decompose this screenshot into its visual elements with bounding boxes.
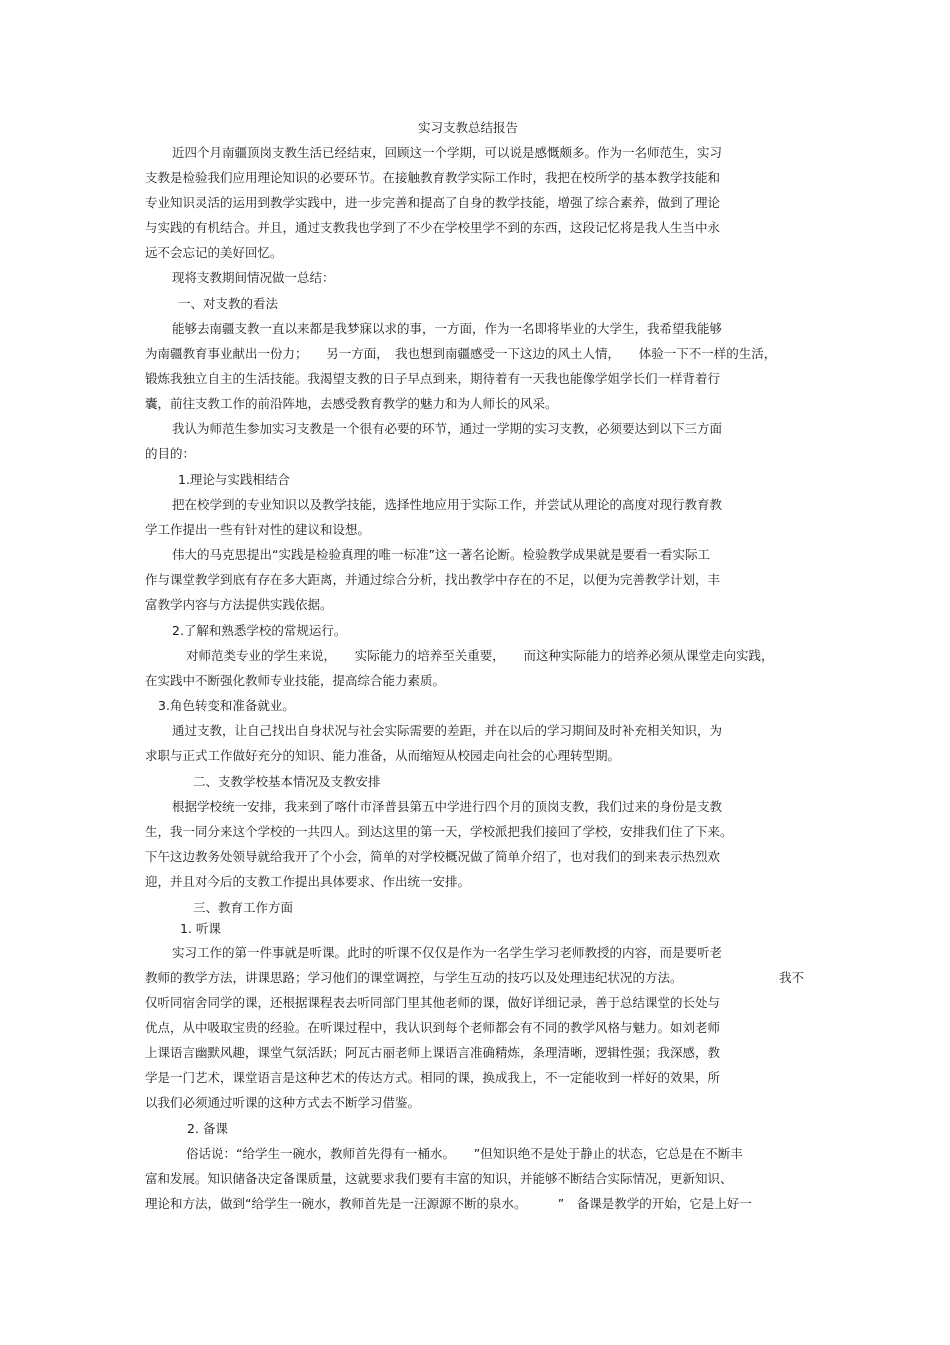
subsection-heading: 2.了解和熟悉学校的常规运行。 xyxy=(172,623,347,638)
subsection-heading: 1. 听课 xyxy=(180,921,221,936)
text-line: 仅听同宿舍同学的课，还根据课程表去听同部门里其他老师的课，做好详细记录，善于总结课堂的长处与 xyxy=(145,995,721,1010)
text-line: 锻炼我独立自主的生活技能。我渴望支教的日子早点到来，期待着有一天我也能像学姐学长们一样背着行 xyxy=(145,371,721,386)
text-line: 我认为师范生参加实习支教是一个很有必要的环节，通过一学期的实习支教，必须要达到以下三方面 xyxy=(172,421,723,436)
text-line: 实习工作的第一件事就是听课。此时的听课不仅仅是作为一名学生学习老师教授的内容，而是要听老 xyxy=(172,945,723,960)
text-line: 理论和方法，做到“给学生一碗水，教师首先是一汪源源不断的泉水。 ” 备课是教学的开始，它是上好一 xyxy=(145,1196,752,1211)
text-line: 为南疆教育事业献出一份力； 另一方面， 我也想到南疆感受一下这边的风土人情， 体验一下不一样的生活， xyxy=(145,346,777,361)
text-line: 的目的： xyxy=(145,446,196,461)
text-line: 根据学校统一安排，我来到了喀什市泽普县第五中学进行四个月的顶岗支教，我们过来的身份是支教 xyxy=(172,799,723,814)
text-line: 求职与正式工作做好充分的知识、能力准备，从而缩短从校园走向社会的心理转型期。 xyxy=(145,748,621,763)
text-line: 专业知识灵活的运用到教学实践中，进一步完善和提高了自身的教学技能，增强了综合素养，做到了理论 xyxy=(145,195,721,210)
text-line: 我不 xyxy=(779,970,805,985)
text-line: 优点，从中吸取宝贵的经验。在听课过程中，我认识到每个老师都会有不同的教学风格与魅力。如刘老师 xyxy=(145,1020,721,1035)
subsection-heading: 2. 备课 xyxy=(187,1121,228,1136)
text-line: 通过支教，让自己找出自身状况与社会实际需要的差距，并在以后的学习期间及时补充相关知识，为 xyxy=(172,723,723,738)
text-line: 对师范类专业的学生来说， 实际能力的培养至关重要， 而这种实际能力的培养必须从课堂走向实践， xyxy=(186,648,774,663)
section-heading: 一、对支教的看法 xyxy=(178,296,279,311)
text-line: 远不会忘记的美好回忆。 xyxy=(145,245,283,260)
text-line: 近四个月南疆顶岗支教生活已经结束，回顾这一个学期，可以说是感慨颇多。作为一名师范生，实习 xyxy=(172,145,723,160)
text-line: 下午这边教务处领导就给我开了个小会，简单的对学校概况做了简单介绍了，也对我们的到来表示热烈欢 xyxy=(145,849,721,864)
section-heading: 二、支教学校基本情况及支教安排 xyxy=(193,774,381,789)
text-line: 迎，并且对今后的支教工作提出具体要求、作出统一安排。 xyxy=(145,874,471,889)
subsection-heading: 3.角色转变和准备就业。 xyxy=(158,698,295,713)
text-line: 支教是检验我们应用理论知识的必要环节。在接触教育教学实际工作时，我把在校所学的基本教学技能和 xyxy=(145,170,721,185)
text-line: 在实践中不断强化教师专业技能，提高综合能力素质。 xyxy=(145,673,446,688)
text-line: 上课语言幽默风趣，课堂气氛活跃；阿瓦古丽老师上课语言准确精炼，条理清晰，逻辑性强；我深感，教 xyxy=(145,1045,721,1060)
subsection-heading: 1.理论与实践相结合 xyxy=(178,472,290,487)
text-line: 能够去南疆支教一直以来都是我梦寐以求的事，一方面，作为一名即将毕业的大学生，我希望我能够 xyxy=(172,321,723,336)
text-line: 现将支教期间情况做一总结： xyxy=(172,270,335,285)
text-line: 学工作提出一些有针对性的建议和设想。 xyxy=(145,522,371,537)
text-line: 富和发展。知识储备决定备课质量，这就要求我们要有丰富的知识，并能够不断结合实际情况，更新知识、 xyxy=(145,1171,733,1186)
text-line: 学是一门艺术，课堂语言是这种艺术的传达方式。相同的课，换成我上，不一定能收到一样好的效果，所 xyxy=(145,1070,721,1085)
text-line: 把在校学到的专业知识以及教学技能，选择性地应用于实际工作，并尝试从理论的高度对现行教育教 xyxy=(172,497,723,512)
text-line: 富教学内容与方法提供实践依据。 xyxy=(145,597,333,612)
text-line: 伟大的马克思提出“实践是检验真理的唯一标准”这一著名论断。检验教学成果就是要看一看实际工 xyxy=(172,547,710,562)
text-line: 囊，前往支教工作的前沿阵地，去感受教育教学的魅力和为人师长的风采。 xyxy=(145,396,558,411)
text-line: 作与课堂教学到底有存在多大距离，并通过综合分析，找出教学中存在的不足，以便为完善教学计划，丰 xyxy=(145,572,721,587)
section-heading: 三、教育工作方面 xyxy=(193,900,294,915)
text-line: 俗话说：“给学生一碗水，教师首先得有一桶水。 ”但知识绝不是处于静止的状态，它总是在不断丰 xyxy=(186,1146,743,1161)
text-line: 与实践的有机结合。并且，通过支教我也学到了不少在学校里学不到的东西，这段记忆将是我人生当中永 xyxy=(145,220,721,235)
document-title: 实习支教总结报告 xyxy=(418,120,519,135)
text-line: 生，我一同分来这个学校的一共四人。到达这里的第一天，学校派把我们接回了学校，安排我们住了下来。 xyxy=(145,824,733,839)
text-line: 教师的教学方法，讲课思路；学习他们的课堂调控，与学生互动的技巧以及处理违纪状况的方法。 xyxy=(145,970,683,985)
text-line: 以我们必须通过听课的这种方式去不断学习借鉴。 xyxy=(145,1095,421,1110)
